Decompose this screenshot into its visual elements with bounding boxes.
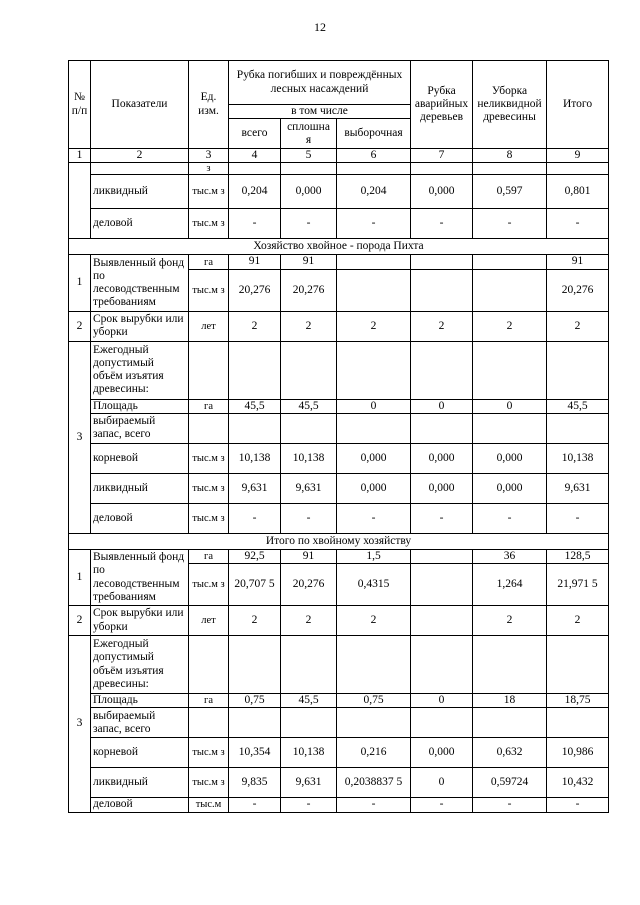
value-cell xyxy=(337,636,411,694)
value-cell: - xyxy=(473,503,547,533)
table-row xyxy=(69,694,609,708)
value-cell: 0,4315 xyxy=(337,564,411,606)
num-cell: 2 xyxy=(69,606,91,636)
value-cell xyxy=(473,255,547,269)
value-cell: 45,5 xyxy=(547,399,609,413)
value-cell: 0,2038837 5 xyxy=(337,768,411,798)
value-cell: - xyxy=(229,798,281,812)
table-row xyxy=(69,503,609,533)
row-label: Площадь xyxy=(91,399,189,413)
unit-cell: тыс.м з xyxy=(189,175,229,209)
row-label: Выявленный фонд по лесоводственным требованиям xyxy=(91,549,189,605)
value-cell: 0,75 xyxy=(229,694,281,708)
value-cell: 0,000 xyxy=(337,443,411,473)
header-row xyxy=(69,61,609,105)
value-cell: 0,000 xyxy=(411,175,473,209)
unit-cell: тыс.м xyxy=(189,798,229,812)
table-row xyxy=(69,341,609,399)
page-number: 12 xyxy=(314,20,326,34)
value-cell: 10,986 xyxy=(547,738,609,768)
value-cell: - xyxy=(473,798,547,812)
value-cell: 2 xyxy=(547,606,609,636)
value-cell: 2 xyxy=(473,606,547,636)
value-cell: - xyxy=(337,503,411,533)
table-row xyxy=(69,255,609,269)
column-number: 4 xyxy=(229,149,281,163)
table-row xyxy=(69,163,609,175)
table-row xyxy=(69,443,609,473)
row-label: Срок вырубки или уборки xyxy=(91,311,189,341)
value-cell: 0,204 xyxy=(229,175,281,209)
unit-cell: га xyxy=(189,549,229,563)
row-label: Срок вырубки или уборки xyxy=(91,606,189,636)
value-cell: 1,264 xyxy=(473,564,547,606)
value-cell xyxy=(281,708,337,738)
value-cell: 20,707 5 xyxy=(229,564,281,606)
section-title: Хозяйство хвойное - порода Пихта xyxy=(69,239,609,255)
value-cell xyxy=(281,341,337,399)
value-cell xyxy=(411,269,473,311)
table-row xyxy=(69,636,609,694)
value-cell: 9,631 xyxy=(281,768,337,798)
column-number: 1 xyxy=(69,149,91,163)
section-title-row xyxy=(69,239,609,255)
value-cell: 20,276 xyxy=(281,564,337,606)
column-number: 7 xyxy=(411,149,473,163)
value-cell xyxy=(411,163,473,175)
value-cell: 0,000 xyxy=(281,175,337,209)
value-cell: 45,5 xyxy=(281,399,337,413)
value-cell: 0 xyxy=(411,694,473,708)
unit-cell: тыс.м з xyxy=(189,209,229,239)
value-cell: 2 xyxy=(411,311,473,341)
header-selective: выборочная xyxy=(337,119,411,149)
num-cell: 2 xyxy=(69,311,91,341)
value-cell: 2 xyxy=(337,311,411,341)
num-cell: 1 xyxy=(69,255,91,311)
value-cell: 91 xyxy=(229,255,281,269)
value-cell: - xyxy=(229,503,281,533)
value-cell xyxy=(473,269,547,311)
section-title-row xyxy=(69,533,609,549)
value-cell: 2 xyxy=(547,311,609,341)
value-cell: 9,631 xyxy=(281,473,337,503)
value-cell: 0,000 xyxy=(411,738,473,768)
value-cell xyxy=(473,708,547,738)
value-cell: 0,59724 xyxy=(473,768,547,798)
value-cell: 10,138 xyxy=(229,443,281,473)
value-cell: 0,801 xyxy=(547,175,609,209)
table-row xyxy=(69,738,609,768)
value-cell: 91 xyxy=(547,255,609,269)
table-row xyxy=(69,768,609,798)
value-cell: - xyxy=(281,798,337,812)
row-label: Ежегодный допустимый объём изъятия древесины: xyxy=(91,636,189,694)
section-title: Итого по хвойному хозяйству xyxy=(69,533,609,549)
value-cell: - xyxy=(411,798,473,812)
table-row xyxy=(69,175,609,209)
header-total: Итого xyxy=(547,61,609,149)
value-cell xyxy=(547,341,609,399)
value-cell xyxy=(337,708,411,738)
value-cell xyxy=(411,564,473,606)
unit-cell: га xyxy=(189,694,229,708)
value-cell: 36 xyxy=(473,549,547,563)
value-cell: - xyxy=(229,209,281,239)
value-cell: 0,632 xyxy=(473,738,547,768)
row-label: корневой xyxy=(91,738,189,768)
header-dead-cutting: Рубка погибших и повреждённых лесных насаждений xyxy=(229,61,411,105)
value-cell xyxy=(411,413,473,443)
unit-cell: лет xyxy=(189,606,229,636)
value-cell: 2 xyxy=(281,606,337,636)
value-cell: 0 xyxy=(473,399,547,413)
value-cell: - xyxy=(411,209,473,239)
value-cell: 0,000 xyxy=(473,473,547,503)
value-cell xyxy=(281,163,337,175)
header-including: в том числе xyxy=(229,105,411,119)
unit-cell xyxy=(189,708,229,738)
value-cell: 0,204 xyxy=(337,175,411,209)
value-cell xyxy=(337,269,411,311)
value-cell: - xyxy=(281,503,337,533)
value-cell xyxy=(411,708,473,738)
num-cell: 3 xyxy=(69,341,91,533)
column-number: 8 xyxy=(473,149,547,163)
value-cell: 9,835 xyxy=(229,768,281,798)
row-label: ликвидный xyxy=(91,473,189,503)
row-label: выбираемый запас, всего xyxy=(91,413,189,443)
column-number: 6 xyxy=(337,149,411,163)
unit-cell: га xyxy=(189,399,229,413)
value-cell: 9,631 xyxy=(229,473,281,503)
value-cell: 20,276 xyxy=(547,269,609,311)
value-cell xyxy=(337,341,411,399)
num-cell: 3 xyxy=(69,636,91,812)
header-illiquid: Уборка неликвидной древесины xyxy=(473,61,547,149)
table-row xyxy=(69,798,609,812)
value-cell: 91 xyxy=(281,549,337,563)
value-cell xyxy=(337,255,411,269)
value-cell: - xyxy=(337,209,411,239)
value-cell: - xyxy=(547,503,609,533)
value-cell xyxy=(337,163,411,175)
value-cell: - xyxy=(411,503,473,533)
value-cell xyxy=(473,413,547,443)
value-cell xyxy=(411,636,473,694)
unit-cell: з xyxy=(189,163,229,175)
row-label: деловой xyxy=(91,798,189,812)
value-cell xyxy=(547,636,609,694)
row-label: ликвидный xyxy=(91,175,189,209)
unit-cell: лет xyxy=(189,311,229,341)
value-cell: 2 xyxy=(229,606,281,636)
value-cell: 0,000 xyxy=(473,443,547,473)
table-row xyxy=(69,413,609,443)
value-cell xyxy=(547,163,609,175)
header-emergency: Рубка аварийных деревьев xyxy=(411,61,473,149)
value-cell xyxy=(229,413,281,443)
unit-cell xyxy=(189,636,229,694)
header-indicators: Показатели xyxy=(91,61,189,149)
table-row xyxy=(69,399,609,413)
value-cell: 20,276 xyxy=(281,269,337,311)
table-row xyxy=(69,708,609,738)
value-cell xyxy=(547,413,609,443)
row-label: Площадь xyxy=(91,694,189,708)
value-cell: 2 xyxy=(473,311,547,341)
value-cell: 2 xyxy=(281,311,337,341)
table-row xyxy=(69,549,609,563)
row-label: деловой xyxy=(91,503,189,533)
value-cell xyxy=(229,708,281,738)
value-cell xyxy=(229,636,281,694)
value-cell: 20,276 xyxy=(229,269,281,311)
value-cell: - xyxy=(547,798,609,812)
value-cell xyxy=(473,163,547,175)
table-row xyxy=(69,311,609,341)
value-cell xyxy=(281,413,337,443)
value-cell: 10,138 xyxy=(281,738,337,768)
value-cell xyxy=(411,255,473,269)
value-cell xyxy=(473,341,547,399)
value-cell: 1,5 xyxy=(337,549,411,563)
value-cell xyxy=(281,636,337,694)
row-label: корневой xyxy=(91,443,189,473)
column-number: 9 xyxy=(547,149,609,163)
value-cell: 10,138 xyxy=(547,443,609,473)
value-cell: - xyxy=(281,209,337,239)
num-cell: 1 xyxy=(69,549,91,605)
row-label: ликвидный xyxy=(91,768,189,798)
value-cell: 45,5 xyxy=(281,694,337,708)
value-cell: 45,5 xyxy=(229,399,281,413)
value-cell: 10,138 xyxy=(281,443,337,473)
unit-cell: тыс.м з xyxy=(189,738,229,768)
value-cell xyxy=(473,636,547,694)
table-row xyxy=(69,209,609,239)
value-cell: 0 xyxy=(411,768,473,798)
value-cell xyxy=(547,708,609,738)
unit-cell: тыс.м з xyxy=(189,473,229,503)
value-cell: 0,597 xyxy=(473,175,547,209)
row-label: выбираемый запас, всего xyxy=(91,708,189,738)
unit-cell xyxy=(189,341,229,399)
table-row xyxy=(69,473,609,503)
value-cell: 128,5 xyxy=(547,549,609,563)
row-label xyxy=(91,163,189,175)
value-cell: 2 xyxy=(337,606,411,636)
value-cell xyxy=(229,341,281,399)
row-label: деловой xyxy=(91,209,189,239)
value-cell: - xyxy=(337,798,411,812)
value-cell: 10,354 xyxy=(229,738,281,768)
column-number-row xyxy=(69,149,609,163)
column-number: 5 xyxy=(281,149,337,163)
value-cell: 0,000 xyxy=(411,443,473,473)
column-number: 3 xyxy=(189,149,229,163)
value-cell xyxy=(337,413,411,443)
value-cell: 10,432 xyxy=(547,768,609,798)
value-cell xyxy=(411,341,473,399)
value-cell: - xyxy=(547,209,609,239)
unit-cell: тыс.м з xyxy=(189,443,229,473)
value-cell: 0 xyxy=(411,399,473,413)
value-cell xyxy=(411,549,473,563)
unit-cell: тыс.м з xyxy=(189,564,229,606)
header-total-sub: всего xyxy=(229,119,281,149)
value-cell: 0,216 xyxy=(337,738,411,768)
value-cell: 9,631 xyxy=(547,473,609,503)
header-unit: Ед. изм. xyxy=(189,61,229,149)
value-cell: - xyxy=(473,209,547,239)
unit-cell xyxy=(189,413,229,443)
value-cell: 18 xyxy=(473,694,547,708)
value-cell: 0,000 xyxy=(337,473,411,503)
value-cell: 18,75 xyxy=(547,694,609,708)
num-cell xyxy=(69,163,91,239)
value-cell xyxy=(411,606,473,636)
value-cell: 21,971 5 xyxy=(547,564,609,606)
value-cell: 92,5 xyxy=(229,549,281,563)
row-label: Выявленный фонд по лесоводственным требованиям xyxy=(91,255,189,311)
value-cell xyxy=(229,163,281,175)
value-cell: 0,75 xyxy=(337,694,411,708)
value-cell: 0,000 xyxy=(411,473,473,503)
unit-cell: тыс.м з xyxy=(189,269,229,311)
header-clear: сплошна я xyxy=(281,119,337,149)
unit-cell: тыс.м з xyxy=(189,503,229,533)
header-num: № п/п xyxy=(69,61,91,149)
unit-cell: га xyxy=(189,255,229,269)
column-number: 2 xyxy=(91,149,189,163)
table-row xyxy=(69,606,609,636)
row-label: Ежегодный допустимый объём изъятия древесины: xyxy=(91,341,189,399)
value-cell: 2 xyxy=(229,311,281,341)
value-cell: 0 xyxy=(337,399,411,413)
unit-cell: тыс.м з xyxy=(189,768,229,798)
value-cell: 91 xyxy=(281,255,337,269)
forest-table xyxy=(68,60,609,813)
